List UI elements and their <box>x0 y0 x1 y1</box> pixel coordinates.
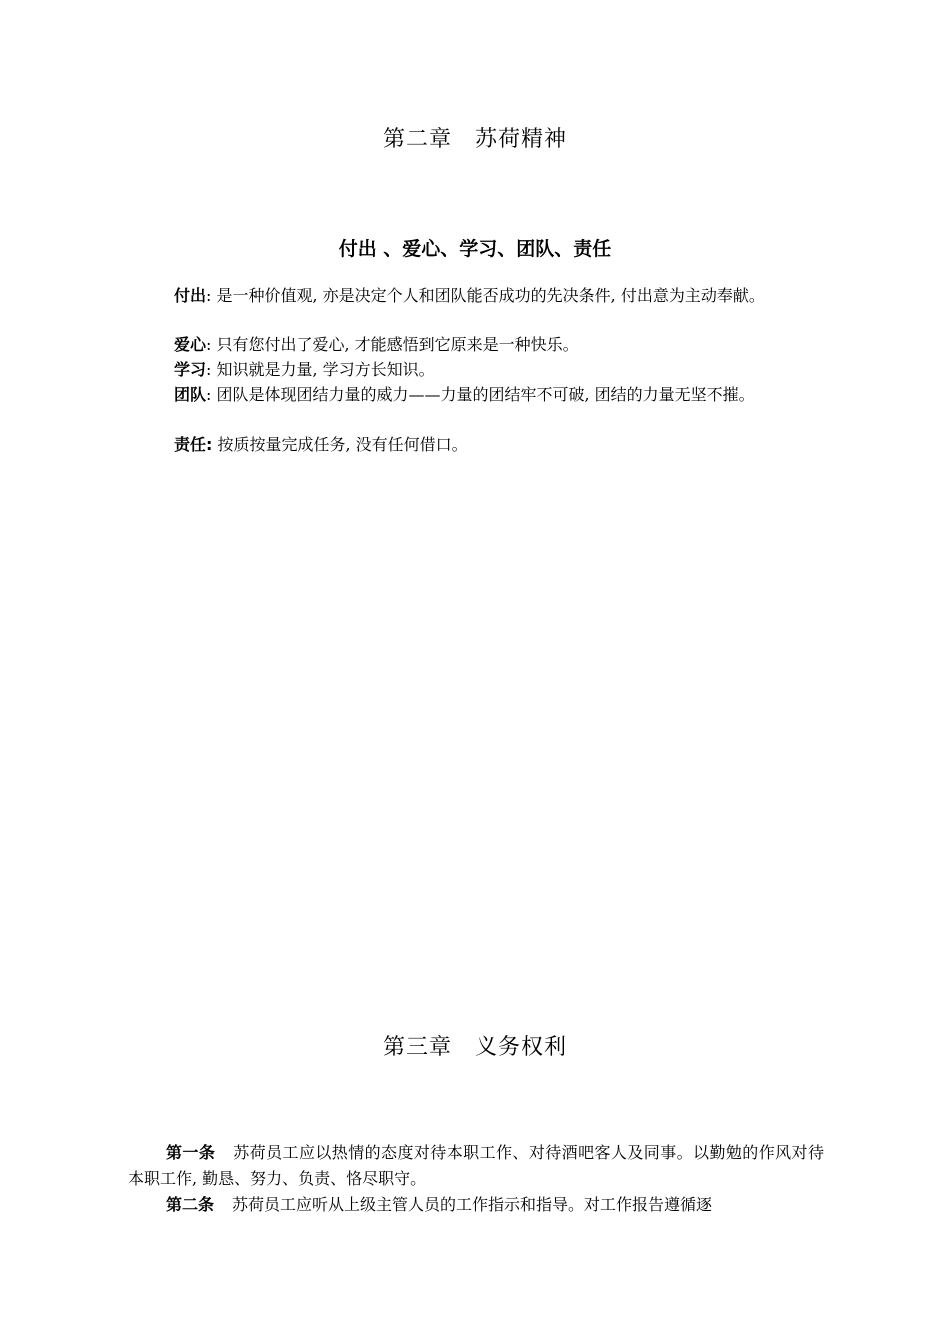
spirit-heading: 付出 、爱心、学习、团队、责任 <box>338 238 612 260</box>
spirit-item-responsibility <box>128 433 824 457</box>
spirit-text: 按质按量完成任务, 没有任何借口。 <box>217 435 468 454</box>
spirit-sep: : <box>206 286 217 305</box>
spirit-item-team <box>128 383 824 407</box>
spirit-term: 学习 <box>174 360 207 379</box>
spirit-text: 只有您付出了爱心, 才能感悟到它原来是一种快乐。 <box>216 335 579 354</box>
article-text: 苏荷员工应以热情的态度对待本职工作、对待酒吧客人及同事。以勤勉的作风对待本职工作, 勤恳、努力、负责、恪尽职守。 <box>128 1143 824 1188</box>
spirit-term: 责任: <box>174 435 213 454</box>
spirit-sep: : <box>206 335 217 354</box>
spirit-term: 爱心 <box>174 335 207 354</box>
chapter-2-title: 第二章 苏荷精神 <box>382 127 567 152</box>
chapter-3-title: 第三章 义务权利 <box>382 1035 567 1060</box>
spirit-sep: : <box>206 360 217 379</box>
spirit-term: 团队 <box>174 385 207 404</box>
article-2 <box>128 1192 824 1218</box>
article-1 <box>128 1140 824 1192</box>
spirit-text: 团队是体现团结力量的威力——力量的团结牢不可破, 团结的力量无坚不摧。 <box>216 385 755 404</box>
spirit-item-learning <box>128 358 824 382</box>
spirit-text: 知识就是力量, 学习方长知识。 <box>216 360 435 379</box>
spirit-sep: : <box>206 385 217 404</box>
spirit-term: 付出 <box>174 286 207 305</box>
spirit-item-love <box>128 333 824 357</box>
article-number: 第二条 <box>166 1195 215 1214</box>
article-text: 苏荷员工应听从上级主管人员的工作指示和指导。对工作报告遵循逐 <box>232 1195 713 1214</box>
spirit-item-dedication <box>128 284 824 308</box>
spirit-text: 是一种价值观, 亦是决定个人和团队能否成功的先决条件, 付出意为主动奉献。 <box>216 286 765 305</box>
article-number: 第一条 <box>166 1143 216 1162</box>
